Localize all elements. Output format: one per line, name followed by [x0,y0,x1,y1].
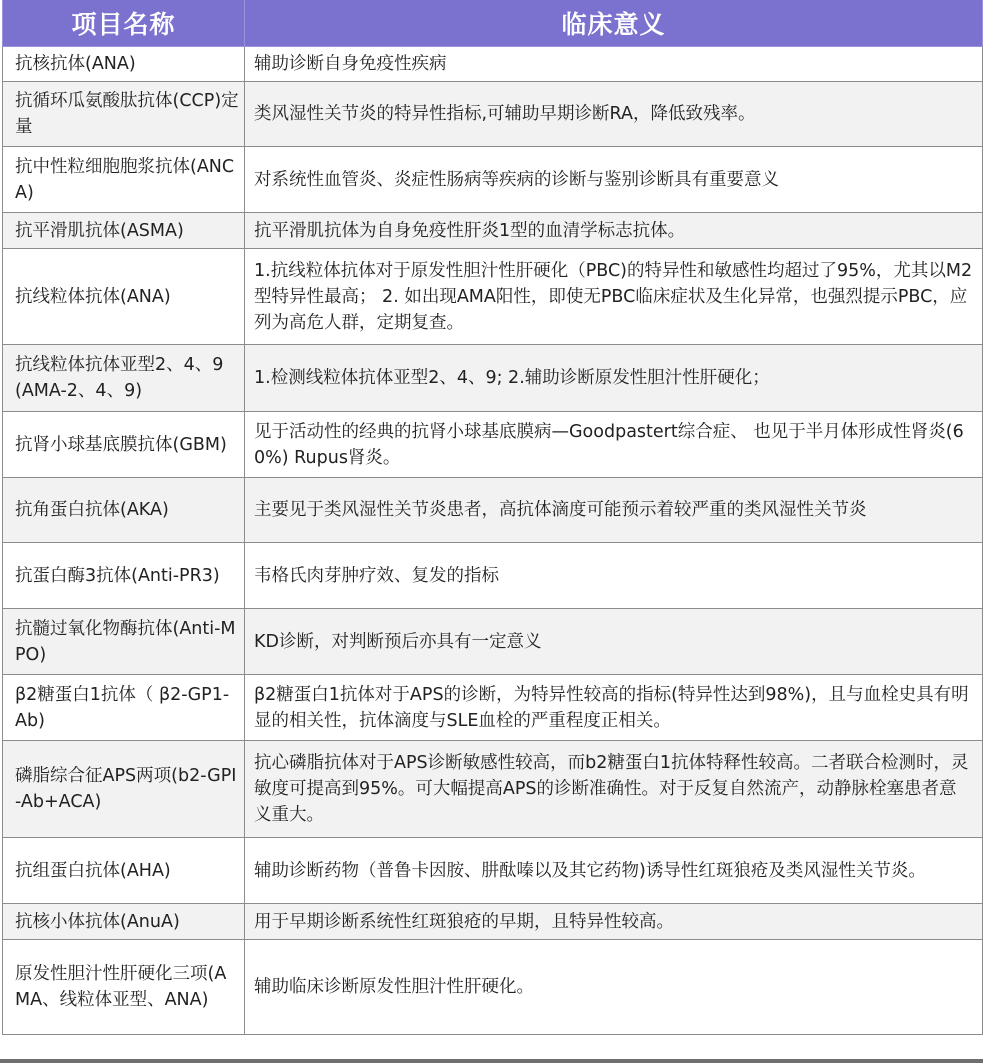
meaning-cell: 辅助诊断自身免疫性疾病 [245,47,983,82]
bottom-border-shadow [0,1059,983,1063]
meaning-cell: 抗心磷脂抗体对于APS诊断敏感性较高，而b2糖蛋白1抗体特释性较高。二者联合检测时，灵敏度可提高到95%。可大幅提高APS的诊断准确性。对于反复自然流产，动静脉栓塞患者意义重大。 [245,741,983,838]
meaning-cell: β2糖蛋白1抗体对于APS的诊断，为特异性较高的指标(特异性达到98%)，且与血栓史具有明显的相关性，抗体滴度与SLE血栓的严重程度正相关。 [245,675,983,741]
meaning-cell: 抗平滑肌抗体为自身免疫性肝炎1型的血清学标志抗体。 [245,213,983,249]
item-name-cell: 抗髓过氧化物酶抗体(Anti-MPO) [3,609,245,675]
item-name-cell: 抗蛋白酶3抗体(Anti-PR3) [3,543,245,609]
table-row [3,741,983,838]
table-row [3,82,983,147]
table-row [3,345,983,412]
item-name-cell: 抗核抗体(ANA) [3,47,245,82]
meaning-cell: 见于活动性的经典的抗肾小球基底膜病—Goodpastert综合症、 也见于半月体形成性肾炎(60%) Rupus肾炎。 [245,412,983,478]
item-name-cell: 抗角蛋白抗体(AKA) [3,478,245,543]
table-row [3,249,983,345]
table-row [3,609,983,675]
meaning-cell: KD诊断，对判断预后亦具有一定意义 [245,609,983,675]
meaning-cell: 1.检测线粒体抗体亚型2、4、9; 2.辅助诊断原发性胆汁性肝硬化； [245,345,983,412]
item-name-cell: 抗组蛋白抗体(AHA) [3,838,245,904]
table-row [3,213,983,249]
header-clinical-meaning: 临床意义 [245,0,983,47]
table-row [3,904,983,940]
item-name-cell: 抗线粒体抗体亚型2、4、9 (AMA-2、4、9) [3,345,245,412]
meaning-cell: 辅助临床诊断原发性胆汁性肝硬化。 [245,940,983,1035]
item-name-cell: β2糖蛋白1抗体（ β2-GP1-Ab) [3,675,245,741]
table-row [3,412,983,478]
item-name-cell: 抗核小体抗体(AnuA) [3,904,245,940]
table-row [3,675,983,741]
item-name-cell: 抗肾小球基底膜抗体(GBM) [3,412,245,478]
item-name-cell: 抗平滑肌抗体(ASMA) [3,213,245,249]
meaning-cell: 辅助诊断药物（普鲁卡因胺、肼酞嗪以及其它药物)诱导性红斑狼疮及类风湿性关节炎。 [245,838,983,904]
meaning-cell: 用于早期诊断系统性红斑狼疮的早期，且特异性较高。 [245,904,983,940]
meaning-cell: 类风湿性关节炎的特异性指标,可辅助早期诊断RA，降低致残率。 [245,82,983,147]
item-name-cell: 磷脂综合征APS两项(b2-GPI-Ab+ACA) [3,741,245,838]
header-row [3,0,983,47]
table-body [3,47,983,1035]
item-name-cell: 抗中性粒细胞胞浆抗体(ANCA) [3,147,245,213]
table-header [3,0,983,47]
header-item-name: 项目名称 [3,0,245,47]
table-row [3,147,983,213]
table-row [3,543,983,609]
table-row [3,478,983,543]
table-row [3,940,983,1035]
item-name-cell: 抗循环瓜氨酸肽抗体(CCP)定量 [3,82,245,147]
meaning-cell: 主要见于类风湿性关节炎患者，高抗体滴度可能预示着较严重的类风湿性关节炎 [245,478,983,543]
clinical-significance-table [2,0,983,1035]
meaning-cell: 韦格氏肉芽肿疗效、复发的指标 [245,543,983,609]
table-row [3,838,983,904]
item-name-cell: 原发性胆汁性肝硬化三项(AMA、线粒体亚型、ANA) [3,940,245,1035]
item-name-cell: 抗线粒体抗体(ANA) [3,249,245,345]
meaning-cell: 对系统性血管炎、炎症性肠病等疾病的诊断与鉴别诊断具有重要意义 [245,147,983,213]
meaning-cell: 1.抗线粒体抗体对于原发性胆汁性肝硬化（PBC)的特异性和敏感性均超过了95%，尤其以M2型特异性最高； 2. 如出现AMA阳性，即使无PBC临床症状及生化异常，也强烈提示PBC，应列为高危人群，定期复查。 [245,249,983,345]
table-row [3,47,983,82]
